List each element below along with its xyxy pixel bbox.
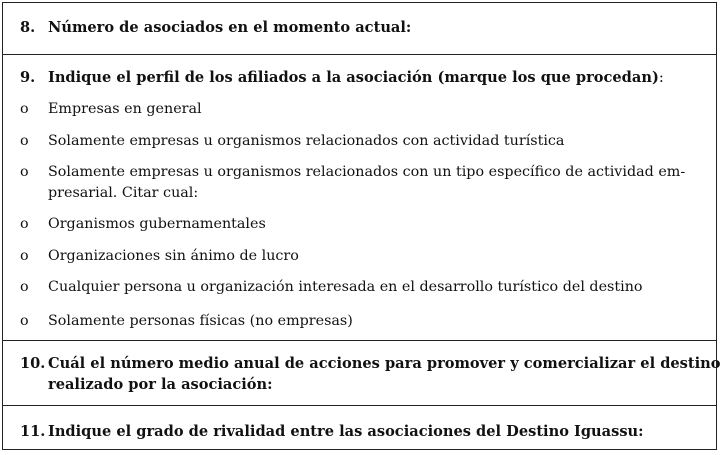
- question-11: [20, 421, 644, 443]
- option-label: Solamente empresas u organismos relacionados con un tipo específico de actividad em-: [48, 164, 686, 180]
- question-suffix: :: [658, 69, 664, 86]
- option-item[interactable]: [20, 213, 266, 235]
- checkbox-circle-icon[interactable]: o: [20, 164, 29, 180]
- option-label: Solamente personas físicas (no empresas): [48, 313, 353, 329]
- question-text-continuation: realizado por la asociación:: [48, 376, 273, 393]
- option-item[interactable]: [20, 98, 202, 120]
- divider: [2, 340, 717, 341]
- question-text: Indique el grado de rivalidad entre las asociaciones del Destino Iguassu:: [48, 423, 644, 440]
- divider: [2, 405, 717, 406]
- option-label: Cualquier persona u organización interesada en el desarrollo turístico del destino: [48, 279, 643, 295]
- option-label-continuation: presarial. Citar cual:: [48, 185, 199, 201]
- question-text: Cuál el número medio anual de acciones para promover y comercializar el destino: [48, 355, 721, 372]
- option-label: Solamente empresas u organismos relacionados con actividad turística: [48, 133, 565, 149]
- checkbox-circle-icon[interactable]: o: [20, 279, 29, 295]
- checkbox-circle-icon[interactable]: o: [20, 216, 29, 232]
- question-number: 9.: [20, 69, 36, 86]
- question-9: [20, 67, 664, 89]
- checkbox-circle-icon[interactable]: o: [20, 248, 29, 264]
- question-10: [20, 353, 721, 375]
- option-label: Organismos gubernamentales: [48, 216, 266, 232]
- checkbox-circle-icon[interactable]: o: [20, 133, 29, 149]
- option-item[interactable]: [20, 276, 643, 298]
- option-label: Empresas en general: [48, 101, 202, 117]
- question-number: 8.: [20, 19, 36, 36]
- option-item[interactable]: [20, 310, 353, 332]
- option-label: Organizaciones sin ánimo de lucro: [48, 248, 299, 264]
- question-text: Indique el perfil de los afiliados a la asociación (marque los que procedan): [48, 69, 659, 86]
- option-item[interactable]: [20, 245, 299, 267]
- question-number: 10.: [20, 355, 46, 372]
- question-number: 11.: [20, 423, 46, 440]
- checkbox-circle-icon[interactable]: o: [20, 101, 29, 117]
- question-text: Número de asociados en el momento actual:: [48, 19, 412, 36]
- checkbox-circle-icon[interactable]: o: [20, 313, 29, 329]
- option-item[interactable]: [20, 161, 685, 183]
- question-8: [20, 17, 411, 39]
- divider: [2, 54, 717, 55]
- option-item[interactable]: [20, 130, 564, 152]
